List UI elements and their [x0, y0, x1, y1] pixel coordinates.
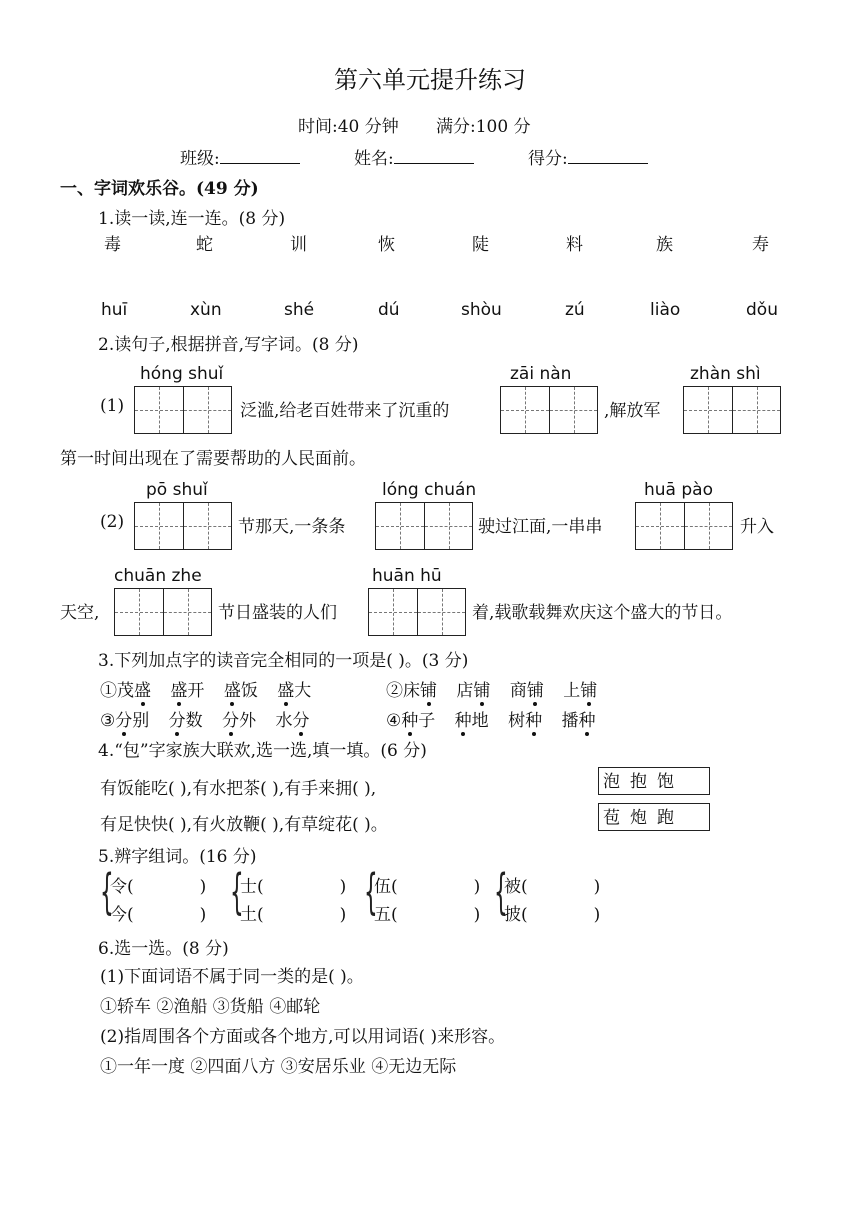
pinyin-label: huān hū: [372, 566, 442, 586]
score-label: 得分:: [528, 149, 568, 169]
q1-char[interactable]: 蛇: [196, 235, 213, 255]
brace-icon: {: [364, 864, 378, 920]
option-word: 树种: [508, 711, 542, 731]
option-word: 商铺: [510, 681, 544, 701]
pinyin-label: hóng shuǐ: [140, 364, 224, 384]
q6-sub1-options: ①轿车 ②渔船 ③货船 ④邮轮: [100, 997, 321, 1017]
q6-sub2[interactable]: (2)指周围各个方面或各个地方,可以用词语( )来形容。: [100, 1027, 506, 1047]
answer-grid-zhanshi[interactable]: [683, 386, 781, 434]
pinyin-label: zhàn shì: [690, 364, 761, 384]
sentence-text: 第一时间出现在了需要帮助的人民面前。: [60, 449, 366, 469]
option-word: 播种: [561, 711, 595, 731]
q6-sub1[interactable]: (1)下面词语不属于同一类的是( )。: [100, 967, 364, 987]
sentence-number: (2): [100, 512, 125, 532]
class-field[interactable]: [180, 144, 300, 169]
sentence-text: 泛滥,给老百姓带来了沉重的: [240, 401, 450, 421]
q5-prompt: 5.辨字组词。(16 分): [98, 847, 257, 867]
q1-char[interactable]: 料: [566, 235, 583, 255]
option-word: 盛饭: [224, 681, 258, 701]
q3-option-3[interactable]: [100, 706, 309, 731]
q5-blank[interactable]: 今( ): [110, 905, 207, 925]
pinyin-label: huā pào: [644, 480, 713, 500]
section-heading: 一、字词欢乐谷。(49 分): [60, 179, 259, 199]
pinyin-label: zāi nàn: [510, 364, 572, 384]
q1-char[interactable]: 毒: [104, 235, 121, 255]
option-number: ③: [100, 711, 116, 731]
q1-char[interactable]: 陡: [472, 235, 489, 255]
answer-grid-longchuan[interactable]: [375, 502, 473, 550]
pinyin-label: pō shuǐ: [146, 480, 208, 500]
answer-grid-huapao[interactable]: [635, 502, 733, 550]
option-word: 种地: [455, 711, 489, 731]
sentence-text: 着,载歌载舞欢庆这个盛大的节日。: [472, 603, 733, 623]
q4-options-box: 泡抱饱: [598, 767, 710, 795]
option-word: 分外: [222, 711, 256, 731]
brace-icon: {: [230, 864, 244, 920]
class-label: 班级:: [180, 149, 220, 169]
q3-prompt: 3.下列加点字的读音完全相同的一项是( )。(3 分): [98, 651, 469, 671]
answer-grid-poshui[interactable]: [134, 502, 232, 550]
name-label: 姓名:: [354, 149, 394, 169]
q1-pinyin[interactable]: zú: [565, 300, 585, 320]
option-word: 分数: [169, 711, 203, 731]
option-number: ②: [386, 681, 403, 701]
q5-blank[interactable]: 被( ): [504, 877, 601, 897]
q3-option-2[interactable]: [386, 676, 597, 701]
sentence-text: 节那天,一条条: [238, 517, 346, 537]
q5-blank[interactable]: 令( ): [110, 877, 207, 897]
option-word: 种子: [401, 711, 435, 731]
answer-grid-hongshui[interactable]: [134, 386, 232, 434]
sentence-text: 天空,: [60, 603, 100, 623]
q3-option-1[interactable]: [100, 676, 311, 701]
brace-icon: {: [494, 864, 508, 920]
q6-sub2-options: ①一年一度 ②四面八方 ③安居乐业 ④无边无际: [100, 1057, 457, 1077]
q4-prompt: 4.“包”字家族大联欢,选一选,填一填。(6 分): [98, 741, 427, 761]
q6-prompt: 6.选一选。(8 分): [98, 939, 229, 959]
q5-blank[interactable]: 披( ): [504, 905, 601, 925]
option-number: ④: [386, 711, 402, 731]
q4-options-box: 苞炮跑: [598, 803, 710, 831]
sentence-number: (1): [100, 396, 125, 416]
option-word: 分别: [115, 711, 149, 731]
sentence-text: 升入: [740, 517, 774, 537]
class-blank[interactable]: [220, 147, 300, 164]
full-score: 满分:100 分: [436, 117, 531, 137]
q2-prompt: 2.读句子,根据拼音,写字词。(8 分): [98, 335, 359, 355]
q1-pinyin[interactable]: liào: [650, 300, 681, 320]
score-field[interactable]: [528, 144, 648, 169]
answer-grid-chuanzhe[interactable]: [114, 588, 212, 636]
q5-blank[interactable]: 土( ): [240, 905, 347, 925]
name-blank[interactable]: [394, 147, 474, 164]
q1-char[interactable]: 族: [656, 235, 673, 255]
score-blank[interactable]: [568, 147, 648, 164]
q1-char[interactable]: 寿: [752, 235, 769, 255]
answer-grid-huanhu[interactable]: [368, 588, 466, 636]
q3-option-4[interactable]: [386, 706, 595, 731]
q1-pinyin[interactable]: huī: [101, 300, 128, 320]
pinyin-label: chuān zhe: [114, 566, 202, 586]
q1-pinyin[interactable]: dú: [378, 300, 400, 320]
q1-prompt: 1.读一读,连一连。(8 分): [98, 209, 286, 229]
q1-char[interactable]: 恢: [378, 235, 395, 255]
q5-blank[interactable]: 士( ): [240, 877, 347, 897]
q5-blank[interactable]: 五( ): [374, 905, 481, 925]
option-word: 水分: [275, 711, 309, 731]
time-limit: 时间:40 分钟: [298, 117, 399, 137]
q5-blank[interactable]: 伍( ): [374, 877, 481, 897]
page-title: 第六单元提升练习: [334, 66, 526, 94]
name-field[interactable]: [354, 144, 474, 169]
q1-pinyin[interactable]: dǒu: [746, 300, 778, 320]
option-word: 店铺: [456, 681, 490, 701]
q4-line[interactable]: 有足快快( ),有火放鞭( ),有草绽花( )。: [100, 815, 388, 835]
q1-pinyin[interactable]: shé: [284, 300, 315, 320]
option-word: 茂盛: [117, 681, 151, 701]
option-word: 盛大: [277, 681, 311, 701]
sentence-text: 驶过江面,一串串: [478, 517, 603, 537]
pinyin-label: lóng chuán: [382, 480, 477, 500]
q1-pinyin[interactable]: xùn: [190, 300, 222, 320]
q1-char[interactable]: 训: [290, 235, 307, 255]
q4-line[interactable]: 有饭能吃( ),有水把茶( ),有手来拥( ),: [100, 779, 377, 799]
option-word: 上铺: [563, 681, 597, 701]
sentence-text: 节日盛装的人们: [218, 603, 337, 623]
option-word: 盛开: [170, 681, 204, 701]
q1-pinyin[interactable]: shòu: [461, 300, 502, 320]
option-word: 床铺: [403, 681, 437, 701]
option-number: ①: [100, 681, 117, 701]
answer-grid-zainan[interactable]: [500, 386, 598, 434]
brace-icon: {: [100, 864, 114, 920]
sentence-text: ,解放军: [604, 401, 661, 421]
